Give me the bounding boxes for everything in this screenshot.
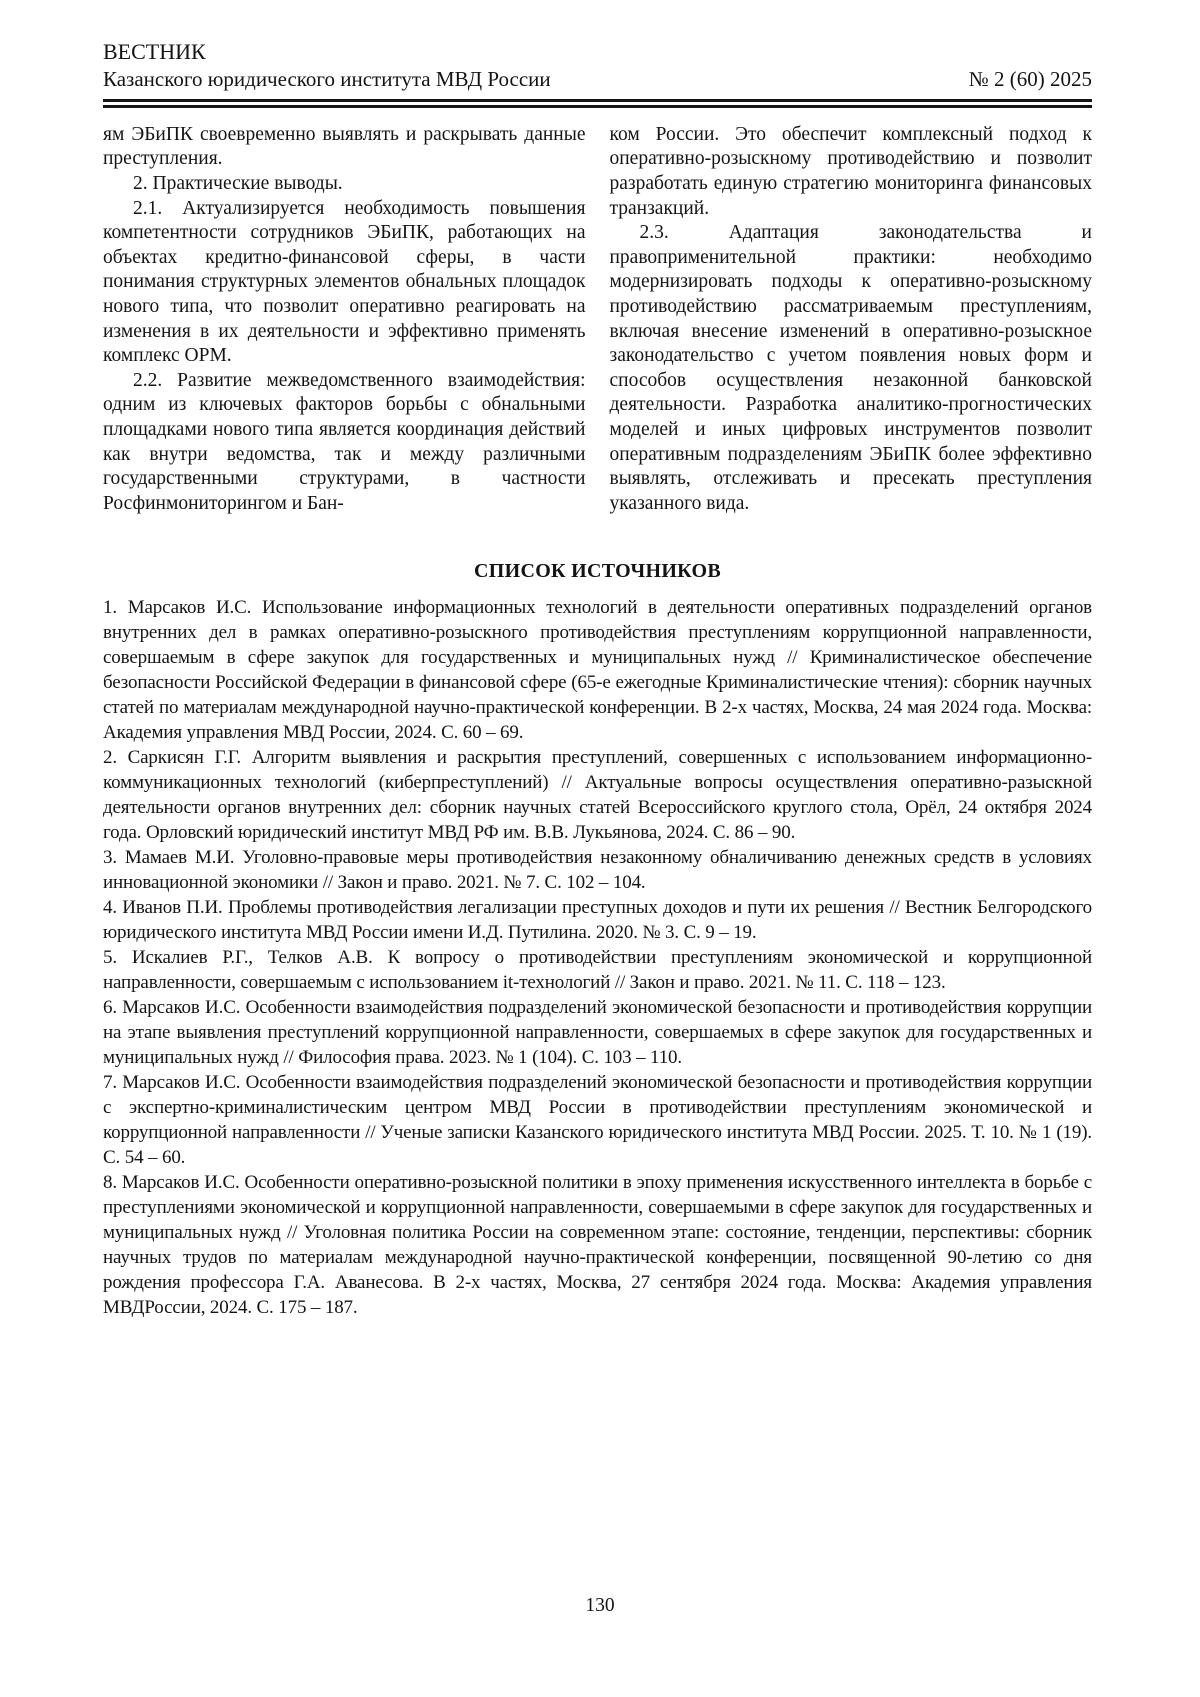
issue-number: № 2 (60) 2025 [968, 66, 1092, 91]
article-column-left [103, 123, 586, 517]
sources-list [103, 595, 1092, 1320]
paragraph: 2.3. Адаптация законодательства и правоприменительной практики: необходимо модернизировать подходы к оперативно-розыскному противодействию рассматриваемым преступлениям, включая внесение изменений в оперативно-розыскное законодательство с учетом появления новых форм и способов осуществления незаконной банковской деятельности. Разработка аналитико-прогностических моделей и иных цифровых инструментов позволит оперативным подразделениям ЭБиПК более эффективно выявлять, отслеживать и пресекать преступления указанного вида. [609, 222, 1092, 514]
reference-item: 5. Искалиев Р.Г., Телков А.В. К вопросу о противодействии преступлениям экономической и коррупционной направленности, совершаемым с использованием it-технологий // Закон и право. 2021. № 11. С. 118 – 123. [103, 947, 1092, 994]
reference-item: 4. Иванов П.И. Проблемы противодействия легализации преступных доходов и пути их решения // Вестник Белгородского юридического института МВД России имени И.Д. Путилина. 2020. № 3. С. 9 – 19. [103, 897, 1092, 944]
paragraph: ям ЭБиПК своевременно выявлять и раскрывать данные преступления. [103, 123, 586, 170]
reference-item: 6. Марсаков И.С. Особенности взаимодействия подразделений экономической безопасности и противодействия коррупции на этапе выявления преступлений коррупционной направленности, совершаемых в сфере закупок для государственных и муниципальных нужд // Философия права. 2023. № 1 (104). С. 103 – 110. [103, 997, 1092, 1069]
article-body [103, 123, 1092, 517]
reference-item: 1. Марсаков И.С. Использование информационных технологий в деятельности оперативных подразделений органов внутренних дел в рамках оперативно-розыскного противодействия преступлениям коррупционной направленности, совершаемым в сфере закупок для государственных и муниципальных нужд // Криминалистическое обеспечение безопасности Российской Федерации в финансовой сфере (65-е ежегодные Криминалистические чтения): сборник научных статей по материалам международной научно-практической конференции. В 2-х частях, Москва, 24 мая 2024 года. Москва: Академия управления МВД России, 2024. С. 60 – 69. [103, 597, 1092, 744]
reference-item: 2. Саркисян Г.Г. Алгоритм выявления и раскрытия преступлений, совершенных с использованием информационно-коммуникационных технологий (киберпреступлений) // Актуальные вопросы осуществления оперативно-разыскной деятельности органов внутренних дел: сборник научных статей Всероссийского круглого стола, Орёл, 24 октября 2024 года. Орловский юридический институт МВД РФ им. В.В. Лукьянова, 2024. С. 86 – 90. [103, 747, 1092, 844]
reference-item: 8. Марсаков И.С. Особенности оперативно-розыскной политики в эпоху применения искусственного интеллекта в борьбе с преступлениями экономической и коррупционной направленности, совершаемыми в сфере закупок для государственных и муниципальных нужд // Уголовная политика России на современном этапе: состояние, тенденции, перспективы: сборник научных трудов по материалам международной научно-практической конференции, посвященной 90-летию со дня рождения профессора Г.А. Аванесова. В 2-х частях, Москва, 27 сентября 2024 года. Москва: Академия управления МВДРоссии, 2024. С. 175 – 187. [103, 1172, 1092, 1319]
paragraph: 2.2. Развитие межведомственного взаимодействия: одним из ключевых факторов борьбы с обнальными площадками нового типа является координация действий как внутри ведомства, так и между различными государственными структурами, в частности Росфинмониторингом и Бан- [103, 369, 586, 514]
page-number: 130 [585, 1595, 615, 1616]
paragraph: 2. Практические выводы. [133, 172, 343, 194]
article-column-right [610, 123, 1093, 517]
journal-title: ВЕСТНИК [103, 39, 206, 64]
reference-item: 7. Марсаков И.С. Особенности взаимодействия подразделений экономической безопасности и противодействия коррупции с экспертно-криминалистическим центром МВД России в противодействии преступлениям экономической и коррупционной направленности // Ученые записки Казанского юридического института МВД России. 2025. Т. 10. № 1 (19). С. 54 – 60. [103, 1072, 1092, 1169]
reference-item: 3. Мамаев М.И. Уголовно-правовые меры противодействия незаконному обналичиванию денежных средств в условиях инновационной экономики // Закон и право. 2021. № 7. С. 102 – 104. [103, 847, 1092, 894]
paragraph: ком России. Это обеспечит комплексный подход к оперативно-розыскному противодействию и позволит разработать единую стратегию мониторинга финансовых транзакций. [609, 123, 1092, 219]
journal-subtitle: Казанского юридического института МВД России [103, 66, 551, 91]
paragraph: 2.1. Актуализируется необходимость повышения компетентности сотрудников ЭБиПК, работающих на объектах кредитно-финансовой сферы, в части понимания структурных элементов обнальных площадок нового типа, что позволит оперативно реагировать на изменения в их деятельности и эффективно применять комплекс ОРМ. [103, 197, 586, 367]
sources-heading: СПИСОК ИСТОЧНИКОВ [474, 560, 721, 583]
page-header [103, 38, 1092, 93]
journal-masthead [103, 38, 551, 93]
header-divider [103, 99, 1092, 108]
